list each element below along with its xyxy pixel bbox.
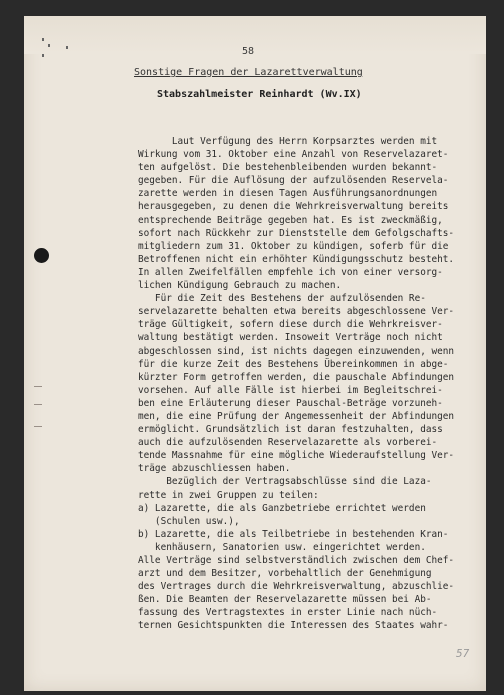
text-line: Betroffenen nicht ein erhöhter Kündigungsschutz besteht.	[138, 253, 455, 265]
punch-hole	[34, 248, 49, 263]
text-line: ben eine Erläuterung dieser Pauschal-Beträge vorzuneh-	[138, 397, 443, 409]
text-line: träge Gültigkeit, sofern diese durch die Wehrkreisver-	[138, 319, 443, 331]
text-line: ten aufgelöst. Die bestehenbleibenden wurden bekannt-	[138, 162, 438, 174]
text-line: für die kurze Zeit des Bestehens Übereinkommen in abge-	[138, 358, 449, 370]
text-line: mitgliedern zum 31. Oktober zu kündigen, soferb für die	[138, 240, 449, 252]
text-line: Bezüglich der Vertragsabschlüsse sind die Laza-	[138, 476, 432, 488]
text-line: (Schulen usw.),	[138, 515, 240, 527]
text-line: gegeben. Für die Auflösung der aufzulösenden Reservela-	[138, 175, 449, 187]
text-line: herausgegeben, zu denen die Wehrkreisverwaltung bereits	[138, 201, 449, 213]
text-line: sofort nach Rückkehr zur Dienststelle dem Gefolgschafts-	[138, 227, 455, 239]
text-line: In allen Zweifelfällen empfehle ich von einer versorg-	[138, 266, 443, 278]
text-line: a) Lazarette, die als Ganzbetriebe errichtet werden	[138, 502, 426, 514]
text-line: ermöglicht. Grundsätzlich ist daran festzuhalten, dass	[138, 424, 443, 436]
page-fold-shading	[24, 16, 486, 54]
text-line: Für die Zeit des Bestehens der aufzulösenden Re-	[138, 293, 426, 305]
text-line: fassung des Vertragstextes in erster Linie nach nüch-	[138, 607, 438, 619]
margin-note: 57	[456, 647, 470, 660]
text-line: ßen. Die Beamten der Reservelazarette müssen bei Ab-	[138, 594, 432, 606]
text-line: vorsehen. Auf alle Fälle ist hierbei im Begleitschrei-	[138, 384, 443, 396]
text-line: entsprechende Beiträge gegeben hat. Es ist zweckmäßig,	[138, 214, 443, 226]
text-line: kürzter Form getroffen werden, die pauschale Abfindungen	[138, 371, 455, 383]
text-line: zarette werden in diesen Tagen Ausführungsanordnungen	[138, 188, 438, 200]
text-line: servelazarette behalten etwa bereits abgeschlossene Ver-	[138, 306, 455, 318]
text-line: des Vertrages durch die Wehrkreisverwaltung, abzuschlie-	[138, 581, 455, 593]
text-line: arzt und dem Besitzer, vorbehaltlich der Genehmigung	[138, 568, 432, 580]
speaker-line: Stabszahlmeister Reinhardt (Wv.IX)	[157, 89, 362, 100]
edge-tear	[34, 386, 42, 387]
text-line: ternen Gesichtspunkten die Interessen des Staates wahr-	[138, 620, 449, 632]
section-heading: Sonstige Fragen der Lazarettverwaltung	[134, 67, 363, 78]
text-line: träge abzuschliessen haben.	[138, 463, 291, 475]
text-line: rette in zwei Gruppen zu teilen:	[138, 489, 319, 501]
text-line: auch die aufzulösenden Reservelazarette als vorberei-	[138, 437, 438, 449]
page-number: 58	[242, 46, 255, 57]
margin-mark	[48, 44, 50, 47]
text-line: b) Lazarette, die als Teilbetriebe in bestehenden Kran-	[138, 528, 449, 540]
text-line: Alle Verträge sind selbstverständlich zwischen dem Chef-	[138, 555, 455, 566]
edge-tear	[34, 404, 42, 405]
edge-tear	[34, 426, 42, 427]
text-line: kenhäusern, Sanatorien usw. eingerichtet werden.	[138, 541, 426, 553]
document-page	[24, 16, 486, 691]
text-line: Laut Verfügung des Herrn Korpsarztes werden mit	[138, 136, 438, 147]
margin-mark	[42, 54, 44, 57]
text-line: waltung bestätigt werden. Insoweit Verträge noch nicht	[138, 332, 443, 344]
text-line: tende Massnahme für eine mögliche Wiederaufstellung Ver-	[138, 450, 455, 462]
margin-mark	[42, 38, 44, 41]
text-line: Wirkung vom 31. Oktober eine Anzahl von Reservelazaret-	[138, 149, 449, 161]
text-line: men, die eine Prüfung der Angemessenheit der Abfindungen	[138, 410, 455, 422]
text-line: lichen Kündigung Gebrauch zu machen.	[138, 280, 342, 292]
text-line: abgeschlossen sind, ist nichts dagegen einzuwenden, wenn	[138, 345, 455, 357]
body-text	[138, 135, 478, 633]
margin-mark	[66, 46, 68, 49]
